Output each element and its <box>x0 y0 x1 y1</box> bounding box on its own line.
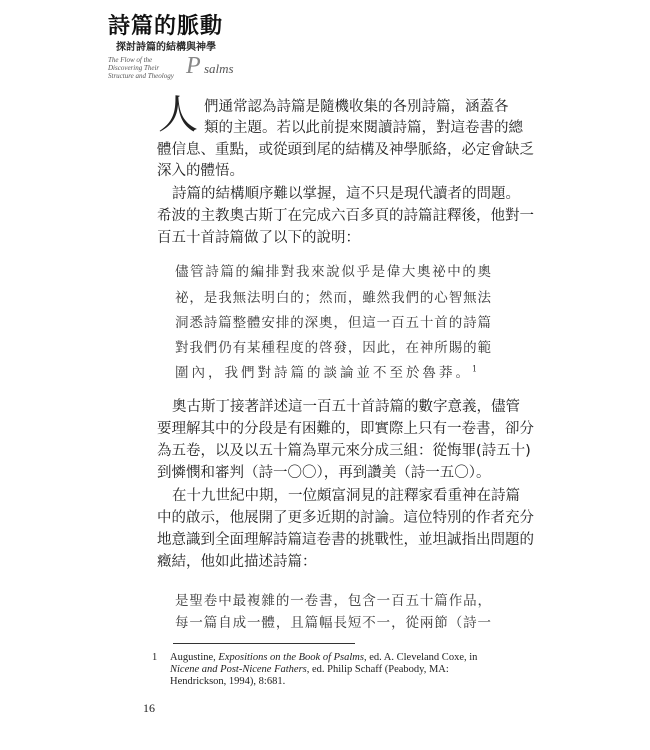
footnote-editor: , ed. A. Cleveland Coxe, in <box>363 652 478 663</box>
paragraph-2-line: 詩篇的結構順序難以掌握，這不只是現代讀者的問題。 <box>172 186 520 202</box>
block-quote-2-line: 每一篇自成一體，且篇幅長短不一，從兩節（詩一 <box>175 615 491 631</box>
logo-p-glyph: P <box>186 53 201 79</box>
logo-english-line2: Discovering Their <box>108 64 160 72</box>
paragraph-1-line: 體信息、重點，或從頭到尾的結構及神學脈絡，必定會缺乏 <box>157 142 534 158</box>
book-subtitle: 探討詩篇的結構與神學 <box>116 42 216 53</box>
paragraph-1-line: 深入的體悟。 <box>157 163 244 179</box>
footnote-publication: , ed. Philip Schaff (Peabody, MA: Hendrickson, 1994), 8:681. <box>170 664 449 687</box>
footnote-divider <box>173 643 355 644</box>
paragraph-1-line: 類的主題。若以此前提來閱讀詩篇，對這卷書的總 <box>204 120 523 136</box>
paragraph-4-line: 中的啟示，他展開了更多近期的討論。這位特別的作者充分 <box>157 510 534 526</box>
block-quote-text: 圍內，我們對詩篇的談論並不至於魯莽。 <box>175 365 472 381</box>
footnote-author: Augustine, <box>170 652 219 663</box>
block-quote-line: 對我們仍有某種程度的啓發，因此，在神所賜的範 <box>175 340 491 356</box>
footnote <box>152 652 507 688</box>
paragraph-3-line: 奧古斯丁接著詳述這一百五十首詩篇的數字意義，儘管 <box>172 399 520 415</box>
paragraph-3-line: 到憐憫和審判（詩一〇〇），再到讚美（詩一五〇）。 <box>157 465 491 481</box>
paragraph-4-line: 癥結，他如此描述詩篇： <box>157 554 317 570</box>
page-number: 16 <box>143 701 155 715</box>
footnote-number: 1 <box>152 652 158 663</box>
block-quote-line: 儘管詩篇的編排對我來說似乎是偉大奧祕中的奧 <box>175 264 491 280</box>
logo-psalms: salms <box>204 61 234 76</box>
block-quote-2-line: 是聖卷中最複雜的一卷書，包含一百五十篇作品， <box>175 593 491 609</box>
paragraph-2-line: 百五十首詩篇做了以下的說明： <box>157 230 360 246</box>
block-quote-line <box>175 363 491 383</box>
book-title: 詩篇的脈動 <box>108 14 224 39</box>
paragraph-1-line: 們通常認為詩篇是隨機收集的各別詩篇，涵蓋各 <box>204 99 509 115</box>
logo-english-line1: The Flow of the <box>108 56 153 64</box>
paragraph-4-line: 地意識到全面理解詩篇這卷書的挑戰性，並坦誠指出問題的 <box>157 532 534 548</box>
footnote-text <box>170 652 507 688</box>
block-quote-line: 祕，是我無法明白的；然而，雖然我們的心智無法 <box>175 290 491 306</box>
block-quote-line: 洞悉詩篇整體安排的深奧，但這一百五十首的詩篇 <box>175 315 491 331</box>
footnote-reference[interactable]: 1 <box>472 364 481 374</box>
drop-cap: 人 <box>158 92 198 138</box>
paragraph-2-line: 希波的主教奧古斯丁在完成六百多頁的詩篇註釋後，他對一 <box>157 208 534 224</box>
footnote-series-title: Nicene and Post-Nicene Fathers <box>170 664 307 675</box>
paragraph-3-line: 要理解其中的分段是有困難的，即實際上只有一卷書，卻分 <box>157 421 534 437</box>
logo-english-line3: Structure and Theology <box>108 72 174 80</box>
book-logo <box>104 14 254 80</box>
footnote-work-title: Expositions on the Book of Psalms <box>218 652 364 663</box>
paragraph-4-line: 在十九世紀中期，一位頗富洞見的註釋家看重神在詩篇 <box>172 488 520 504</box>
paragraph-3-line: 為五卷，以及以五十篇為單元來分成三組：從悔罪(詩五十) <box>157 443 531 459</box>
